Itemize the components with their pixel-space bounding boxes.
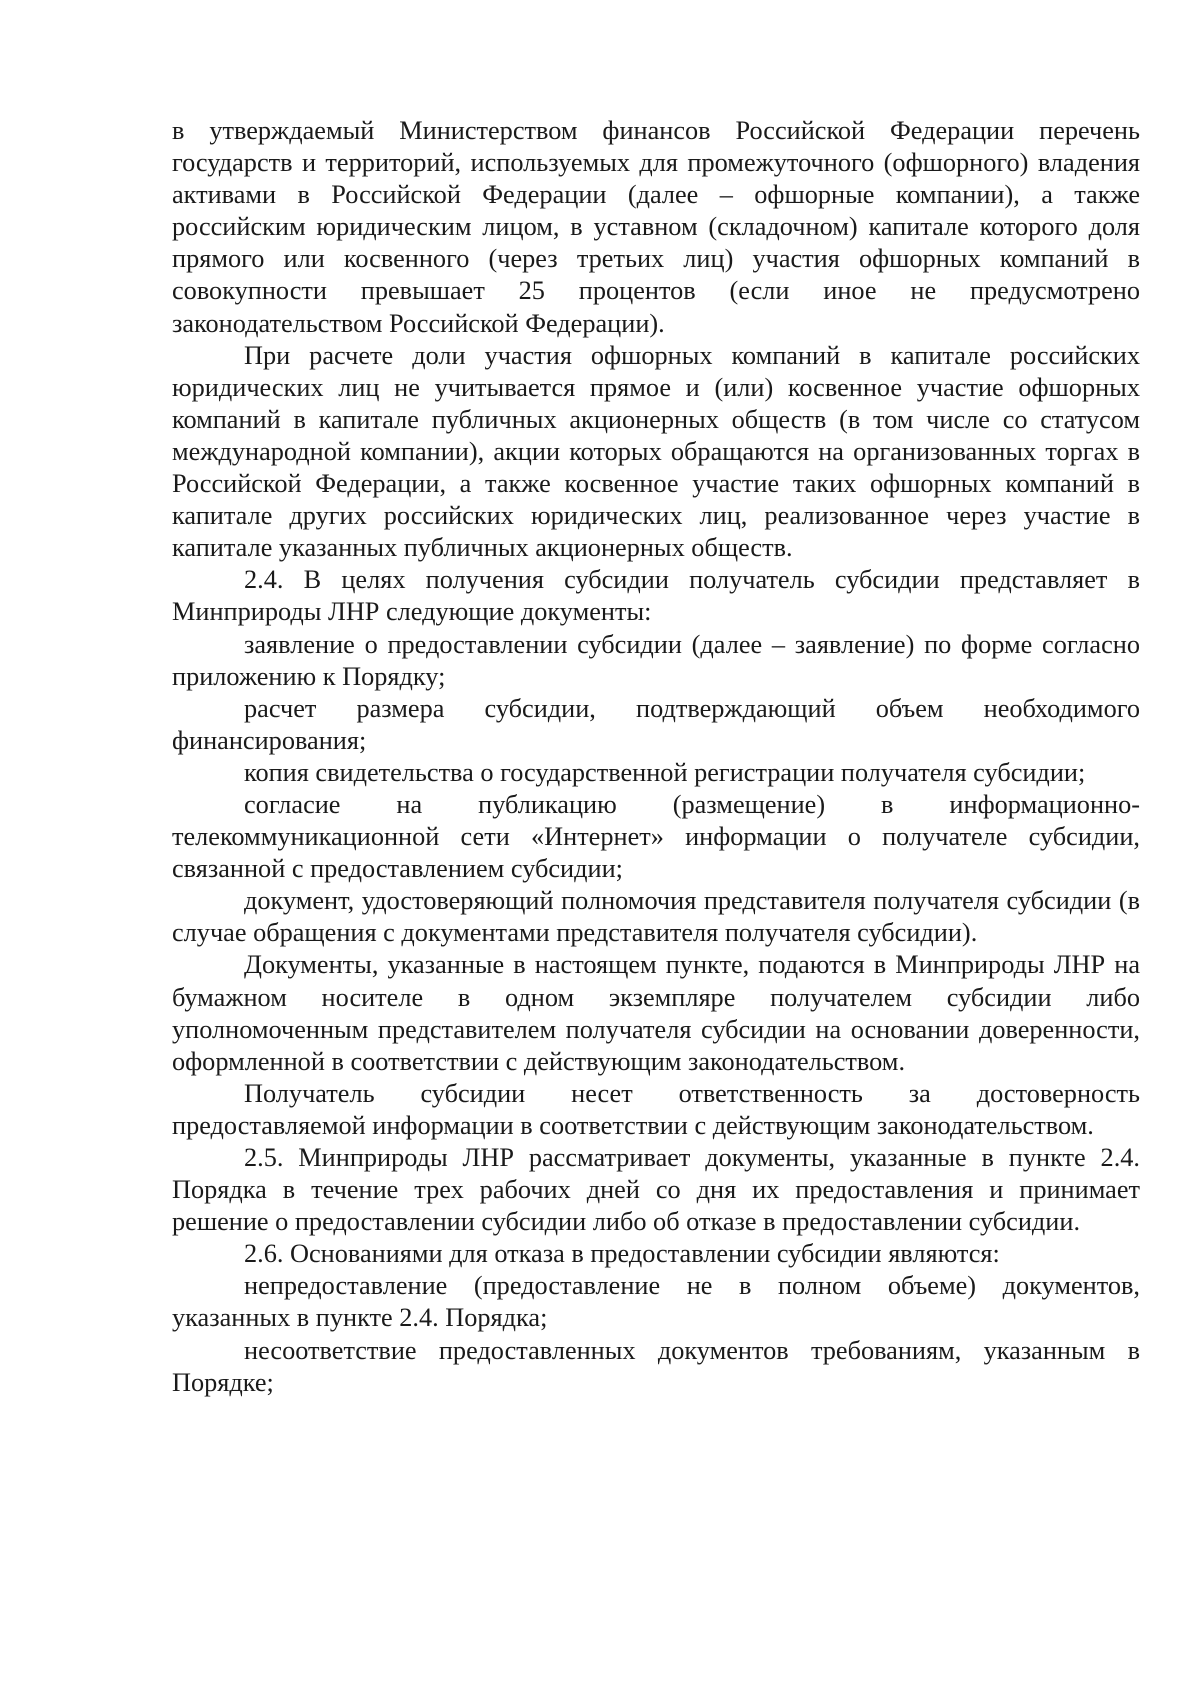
paragraph-2-5-review: 2.5. Минприроды ЛНР рассматривает документы, указанные в пункте 2.4. Порядка в течение трех рабочих дней со дня их предоставления и принимает решение о предоставлении субсидии либо об отказе в предоставлении субсидии. bbox=[172, 1143, 1140, 1237]
paragraph-2-4-required-documents: 2.4. В целях получения субсидии получатель субсидии представляет в Минприроды ЛНР следующие документы: bbox=[172, 565, 1140, 627]
list-item-publication-consent: согласие на публикацию (размещение) в информационно-телекоммуникационной сети «Интернет» информации о получателе субсидии, связанной с предоставлением субсидии; bbox=[172, 789, 1140, 884]
list-item-subsidy-calculation: расчет размера субсидии, подтверждающий объем необходимого финансирования; bbox=[172, 693, 1140, 755]
paragraph-offshore-continuation: в утверждаемый Министерством финансов Российской Федерации перечень государств и территорий, используемых для промежуточного (офшорного) владения активами в Российской Федерации (далее – офшорные компании), а также российским юридическим лицом, в уставном (складочном) капитале которого доля прямого или косвенного (через третьих лиц) участия офшорных компаний в совокупности превышает 25 процентов (если иное не предусмотрено законодательством Российской Федерации). bbox=[172, 116, 1140, 338]
document-body bbox=[172, 115, 1140, 1399]
list-item-representative-authority: документ, удостоверяющий полномочия представителя получателя субсидии (в случае обращения с документами представителя получателя субсидии). bbox=[172, 886, 1140, 948]
paragraph-documents-submission: Документы, указанные в настоящем пункте, подаются в Минприроды ЛНР на бумажном носителе в одном экземпляре получателем субсидии либо уполномоченным представителем получателя субсидии на основании доверенности, оформленной в соответствии с действующим законодательством. bbox=[172, 950, 1140, 1076]
list-item-application: заявление о предоставлении субсидии (далее – заявление) по форме согласно приложению к Порядку; bbox=[172, 629, 1140, 691]
paragraph-2-6-refusal-grounds: 2.6. Основаниями для отказа в предоставлении субсидии являются: bbox=[244, 1239, 1000, 1269]
paragraph-offshore-share-calculation: При расчете доли участия офшорных компаний в капитале российских юридических лиц не учитывается прямое и (или) косвенное участие офшорных компаний в капитале публичных акционерных обществ (в том числе со статусом международной компании), акции которых обращаются на организованных торгах в Российской Федерации, а также косвенное участие таких офшорных компаний в капитале других российских юридических лиц, реализованное через участие в капитале указанных публичных акционерных обществ. bbox=[172, 340, 1140, 563]
paragraph-recipient-responsibility: Получатель субсидии несет ответственность за достоверность предоставляемой информации в соответствии с действующим законодательством. bbox=[172, 1078, 1140, 1140]
list-item-registration-certificate: копия свидетельства о государственной регистрации получателя субсидии; bbox=[244, 757, 1086, 787]
list-item-noncompliant-documents: несоответствие предоставленных документов требованиям, указанным в Порядке; bbox=[172, 1335, 1140, 1397]
list-item-missing-documents: непредоставление (предоставление не в полном объеме) документов, указанных в пункте 2.4. Порядка; bbox=[172, 1271, 1140, 1333]
